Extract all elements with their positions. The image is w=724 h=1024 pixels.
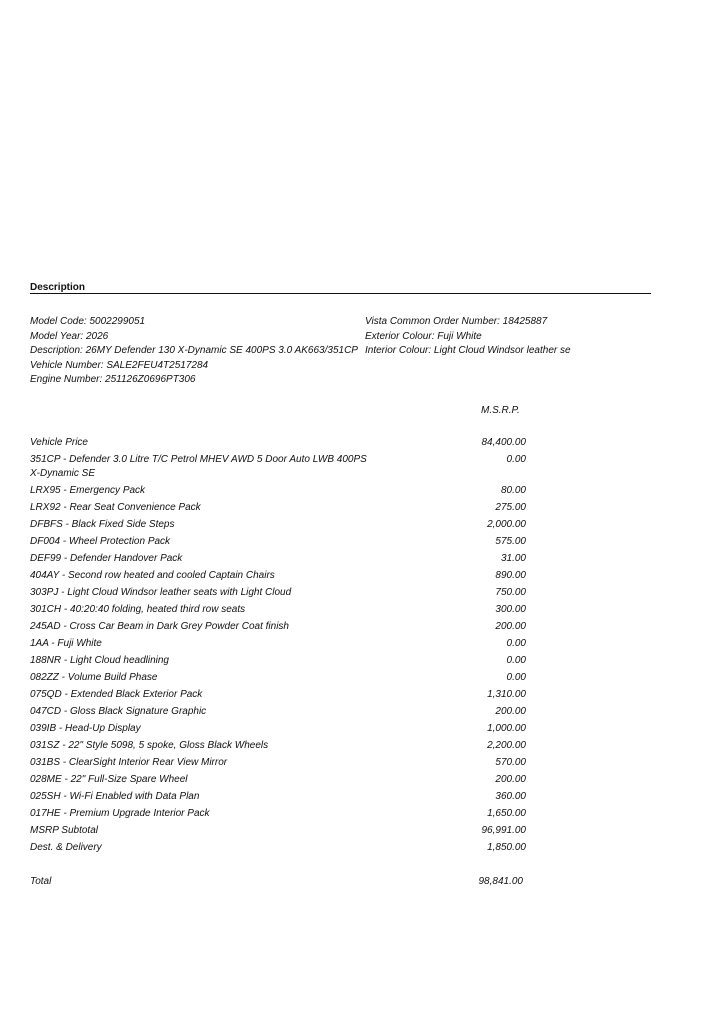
line-item-amount: 0.00 <box>506 454 526 465</box>
line-item-description: DF004 - Wheel Protection Pack <box>30 536 171 547</box>
line-item-row <box>30 436 530 450</box>
line-item-amount: 84,400.00 <box>481 437 526 448</box>
line-item-description: 351CP - Defender 3.0 Litre T/C Petrol MHEV AWD 5 Door Auto LWB 400PS X-Dynamic SE <box>30 454 367 479</box>
vista-order-number: Vista Common Order Number: 18425887 <box>365 316 548 327</box>
line-item-row <box>30 603 530 617</box>
line-item-amount: 2,200.00 <box>487 740 526 751</box>
line-item-row <box>30 790 530 804</box>
line-item-row <box>30 586 530 600</box>
line-item-description: 303PJ - Light Cloud Windsor leather seats with Light Cloud <box>30 587 292 598</box>
line-item-amount: 200.00 <box>495 774 526 785</box>
line-item-row <box>30 807 530 821</box>
title-divider <box>30 293 651 294</box>
line-item-description: 404AY - Second row heated and cooled Captain Chairs <box>30 570 275 581</box>
line-item-row <box>30 569 530 583</box>
line-item-amount: 0.00 <box>506 655 526 666</box>
total-label: Total <box>30 876 52 887</box>
line-item-amount: 575.00 <box>495 536 526 547</box>
line-item-row <box>30 518 530 532</box>
line-item-row <box>30 671 530 685</box>
line-item-description: MSRP Subtotal <box>30 825 98 836</box>
line-item-description: 075QD - Extended Black Exterior Pack <box>30 689 203 700</box>
line-item-description: 028ME - 22" Full-Size Spare Wheel <box>30 774 188 785</box>
line-item-description: 1AA - Fuji White <box>30 638 102 649</box>
interior-colour: Interior Colour: Light Cloud Windsor leather se <box>365 345 571 356</box>
line-item-description: Dest. & Delivery <box>30 842 102 853</box>
line-item-amount: 1,850.00 <box>487 842 526 853</box>
line-item-description: 031BS - ClearSight Interior Rear View Mirror <box>30 757 228 768</box>
line-items-list <box>30 436 530 858</box>
line-item-amount: 0.00 <box>506 672 526 683</box>
line-item-amount: 750.00 <box>495 587 526 598</box>
line-item-description: DFBFS - Black Fixed Side Steps <box>30 519 175 530</box>
exterior-colour: Exterior Colour: Fuji White <box>365 330 482 342</box>
line-item-amount: 570.00 <box>495 757 526 768</box>
total-row <box>30 876 530 887</box>
vehicle-description: Description: 26MY Defender 130 X-Dynamic SE 400PS 3.0 AK663/351CP <box>30 345 358 356</box>
line-item-description: 017HE - Premium Upgrade Interior Pack <box>30 808 210 819</box>
line-item-amount: 31.00 <box>500 553 526 564</box>
line-item-row <box>30 535 530 549</box>
line-item-amount: 96,991.00 <box>481 825 526 836</box>
line-item-amount: 1,000.00 <box>487 723 526 734</box>
line-item-amount: 1,650.00 <box>487 808 526 819</box>
line-item-amount: 360.00 <box>495 791 526 802</box>
msrp-column-header: M.S.R.P. <box>481 405 520 416</box>
line-item-amount: 1,310.00 <box>487 689 526 700</box>
vehicle-info-right <box>365 315 571 359</box>
line-item-description: 301CH - 40:20:40 folding, heated third row seats <box>30 604 246 615</box>
line-item-description: DEF99 - Defender Handover Pack <box>30 553 183 564</box>
line-item-description: LRX95 - Emergency Pack <box>30 485 146 496</box>
line-item-amount: 200.00 <box>495 621 526 632</box>
section-title: Description <box>30 282 86 293</box>
line-item-row <box>30 739 530 753</box>
line-item-row <box>30 756 530 770</box>
total-amount: 98,841.00 <box>478 876 523 887</box>
line-item-description: 039IB - Head-Up Display <box>30 723 141 734</box>
line-item-description: 245AD - Cross Car Beam in Dark Grey Powder Coat finish <box>30 621 289 632</box>
line-item-description: Vehicle Price <box>30 437 88 448</box>
line-item-row <box>30 654 530 668</box>
vehicle-info-left <box>30 315 358 388</box>
line-item-amount: 0.00 <box>506 638 526 649</box>
line-item-description: 082ZZ - Volume Build Phase <box>30 672 158 683</box>
line-item-amount: 200.00 <box>495 706 526 717</box>
line-item-row <box>30 552 530 566</box>
vehicle-number: Vehicle Number: SALE2FEU4T2517284 <box>30 359 209 371</box>
line-item-row <box>30 705 530 719</box>
line-item-amount: 275.00 <box>495 502 526 513</box>
line-item-row <box>30 722 530 736</box>
model-code: Model Code: 5002299051 <box>30 316 146 327</box>
line-item-amount: 80.00 <box>500 485 526 496</box>
line-item-description: 188NR - Light Cloud headlining <box>30 655 169 666</box>
line-item-row <box>30 620 530 634</box>
line-item-amount: 300.00 <box>495 604 526 615</box>
line-item-amount: 2,000.00 <box>487 519 526 530</box>
line-item-row <box>30 841 530 855</box>
line-item-row <box>30 824 530 838</box>
engine-number: Engine Number: 251126Z0696PT306 <box>30 374 196 385</box>
line-item-description: 047CD - Gloss Black Signature Graphic <box>30 706 207 717</box>
line-item-description: 031SZ - 22" Style 5098, 5 spoke, Gloss Black Wheels <box>30 740 269 751</box>
line-item-row <box>30 637 530 651</box>
line-item-row <box>30 688 530 702</box>
line-item-row <box>30 453 530 481</box>
line-item-description: 025SH - Wi-Fi Enabled with Data Plan <box>30 791 200 802</box>
line-item-description: LRX92 - Rear Seat Convenience Pack <box>30 502 201 513</box>
line-item-row <box>30 501 530 515</box>
line-item-amount: 890.00 <box>495 570 526 581</box>
line-item-row <box>30 773 530 787</box>
line-item-row <box>30 484 530 498</box>
model-year: Model Year: 2026 <box>30 330 109 342</box>
